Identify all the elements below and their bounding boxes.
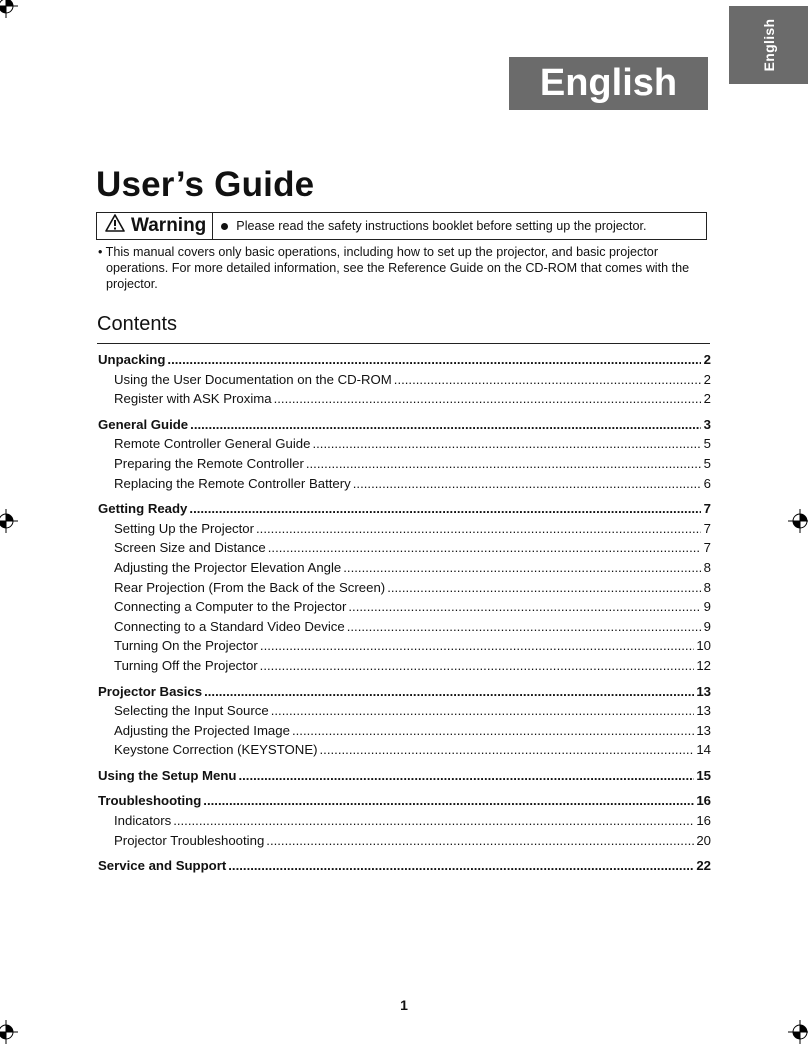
toc-entry-page: 12: [696, 657, 711, 673]
toc-entry-page: 13: [696, 703, 711, 719]
toc-entry-page: 8: [703, 579, 711, 595]
toc-entry-title: Register with ASK Proxima: [114, 391, 272, 407]
toc-entry-page: 15: [696, 767, 711, 783]
toc-entry[interactable]: [98, 538, 711, 558]
toc-dot-leader: [189, 499, 701, 519]
toc-entry-title: Using the User Documentation on the CD-ROM: [114, 371, 392, 387]
toc-entry[interactable]: [98, 597, 711, 617]
toc-entry[interactable]: [98, 811, 711, 831]
toc-entry-title: Connecting to a Standard Video Device: [114, 618, 345, 634]
toc-entry[interactable]: [98, 636, 711, 656]
toc-entry-title: Preparing the Remote Controller: [114, 455, 304, 471]
toc-entry-title: Projector Basics: [98, 683, 203, 699]
warning-triangle-icon: [105, 214, 125, 238]
toc-entry[interactable]: [98, 701, 711, 721]
registration-mark-icon: [0, 0, 18, 18]
toc-entry-page: 13: [696, 722, 711, 738]
toc-entry-page: 7: [703, 520, 711, 536]
toc-entry-page: 2: [703, 352, 711, 367]
toc-dot-leader: [292, 721, 694, 741]
toc-dot-leader: [228, 856, 694, 876]
toc-entry-page: 5: [703, 455, 711, 471]
toc-dot-leader: [256, 519, 701, 539]
toc-entry-page: 7: [703, 501, 711, 517]
warning-text: Please read the safety instructions booklet before setting up the projector.: [236, 219, 647, 233]
toc-entry-title: Connecting a Computer to the Projector: [114, 599, 347, 615]
toc-dot-leader: [238, 766, 694, 786]
toc-entry[interactable]: [98, 558, 711, 578]
warning-label: Warning: [131, 215, 207, 236]
toc-entry-page: 20: [696, 832, 711, 848]
toc-dot-leader: [312, 434, 701, 454]
toc-entry-title: Service and Support: [98, 858, 227, 874]
toc-entry-title: Adjusting the Projected Image: [114, 722, 290, 738]
toc-entry-page: 22: [696, 858, 711, 874]
toc-dot-leader: [320, 740, 695, 760]
toc-entry[interactable]: [98, 389, 711, 409]
toc-entry-page: 9: [703, 599, 711, 615]
toc-dot-leader: [343, 558, 701, 578]
toc-dot-leader: [260, 636, 694, 656]
toc-section-entry[interactable]: [98, 856, 711, 876]
toc-entry-title: Unpacking: [98, 352, 166, 367]
toc-entry-page: 2: [703, 391, 711, 407]
toc-entry[interactable]: [98, 656, 711, 676]
toc-entry[interactable]: [98, 831, 711, 851]
toc-entry[interactable]: [98, 474, 711, 494]
toc-entry-page: 9: [703, 618, 711, 634]
toc-entry-title: Turning Off the Projector: [114, 657, 258, 673]
toc-entry[interactable]: [98, 721, 711, 741]
toc-entry-title: Selecting the Input Source: [114, 703, 269, 719]
toc-entry[interactable]: [98, 617, 711, 637]
bullet-icon: [221, 223, 228, 230]
toc-entry-title: Indicators: [114, 813, 172, 829]
toc-entry-page: 13: [696, 683, 711, 699]
language-side-tab-label: English: [760, 18, 777, 72]
toc-section-entry[interactable]: [98, 499, 711, 519]
toc-dot-leader: [347, 617, 701, 637]
warning-box: [96, 212, 707, 240]
intro-text: • This manual covers only basic operations, including how to set up the projector, and basic projector operations. For more detailed information, see the Reference Guide on the CD-ROM that comes with the projector.: [98, 245, 690, 291]
toc-dot-leader: [271, 701, 695, 721]
toc-entry-page: 10: [696, 638, 711, 654]
toc-entry-title: Turning On the Projector: [114, 638, 258, 654]
toc-dot-leader: [204, 682, 694, 702]
toc-entry[interactable]: [98, 370, 711, 390]
page-title: User’s Guide: [96, 165, 315, 204]
toc-entry-title: Using the Setup Menu: [98, 767, 237, 783]
toc-entry-page: 14: [696, 742, 711, 758]
toc-section-entry[interactable]: [98, 682, 711, 702]
toc-dot-leader: [173, 811, 694, 831]
toc-entry-title: Remote Controller General Guide: [114, 436, 311, 452]
toc-entry-title: Adjusting the Projector Elevation Angle: [114, 559, 342, 575]
table-of-contents: [98, 350, 711, 876]
toc-entry-title: Getting Ready: [98, 501, 188, 517]
toc-entry-page: 2: [703, 371, 711, 387]
language-banner: English: [509, 57, 708, 110]
toc-section-entry[interactable]: [98, 766, 711, 786]
toc-entry[interactable]: [98, 519, 711, 539]
toc-dot-leader: [387, 578, 701, 598]
toc-entry-title: Screen Size and Distance: [114, 540, 266, 556]
page-number: 1: [400, 997, 408, 1013]
toc-entry[interactable]: [98, 454, 711, 474]
toc-dot-leader: [353, 474, 701, 494]
toc-entry-title: General Guide: [98, 416, 189, 432]
toc-entry-title: Setting Up the Projector: [114, 520, 255, 536]
language-side-tab: [729, 6, 808, 84]
contents-heading: Contents: [97, 313, 178, 335]
warning-label-cell: [97, 213, 213, 239]
registration-mark-icon: [0, 1020, 18, 1044]
toc-entry-title: Keystone Correction (KEYSTONE): [114, 742, 318, 758]
toc-dot-leader: [348, 597, 701, 617]
intro-note: [98, 244, 708, 292]
toc-dot-leader: [260, 656, 695, 676]
warning-message: [213, 213, 646, 239]
toc-entry[interactable]: [98, 578, 711, 598]
registration-mark-icon: [788, 509, 808, 533]
toc-entry-page: 16: [696, 793, 711, 809]
toc-entry-title: Projector Troubleshooting: [114, 832, 265, 848]
toc-entry-title: Troubleshooting: [98, 793, 202, 809]
registration-mark-icon: [0, 509, 18, 533]
toc-dot-leader: [190, 415, 701, 435]
toc-entry-title: Replacing the Remote Controller Battery: [114, 475, 351, 491]
registration-mark-icon: [788, 1020, 808, 1044]
toc-entry[interactable]: [98, 434, 711, 454]
toc-dot-leader: [306, 454, 701, 474]
toc-entry-page: 3: [703, 416, 711, 432]
toc-entry-title: Rear Projection (From the Back of the Screen): [114, 579, 386, 595]
toc-section-entry[interactable]: [98, 415, 711, 435]
toc-dot-leader: [266, 831, 694, 851]
toc-entry-page: 16: [696, 813, 711, 829]
toc-entry[interactable]: [98, 740, 711, 760]
toc-dot-leader: [268, 538, 701, 558]
toc-dot-leader: [167, 350, 701, 370]
toc-dot-leader: [274, 389, 701, 409]
toc-entry-page: 8: [703, 559, 711, 575]
toc-entry-page: 5: [703, 436, 711, 452]
toc-dot-leader: [203, 791, 694, 811]
toc-entry-page: 7: [703, 540, 711, 556]
toc-entry-page: 6: [703, 475, 711, 491]
toc-section-entry[interactable]: [98, 350, 711, 370]
toc-dot-leader: [394, 370, 701, 390]
contents-divider: [97, 343, 710, 344]
toc-section-entry[interactable]: [98, 791, 711, 811]
